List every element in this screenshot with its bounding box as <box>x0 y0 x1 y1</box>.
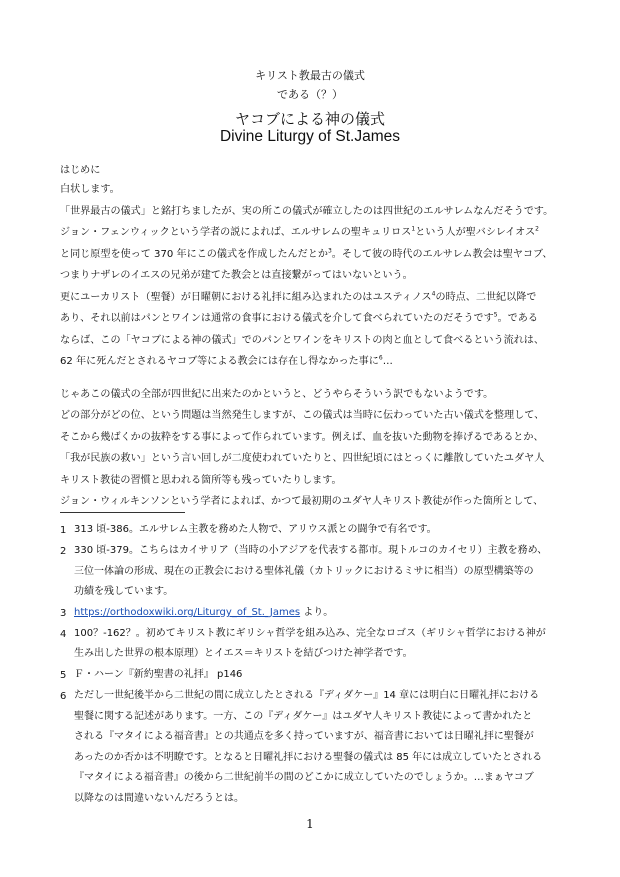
footnote-number: 6 <box>60 691 67 702</box>
body-text: と同じ原型を使って 370 年にこの儀式を作成したんだとか <box>60 249 328 260</box>
footnote-number: 4 <box>60 629 67 640</box>
kicker-line-1: キリスト教最古の儀式 <box>255 69 365 82</box>
footnote-number: 2 <box>60 546 67 557</box>
body-line <box>60 311 580 324</box>
body-text: … <box>382 356 393 367</box>
footnote-ref-1[interactable]: 1 <box>411 225 416 233</box>
footnote-text <box>74 608 333 618</box>
body-line: そこから幾ばくかの抜粋をする事によって作られています。例えば、血を抜いた動物を捧げるであるとか、 <box>60 432 544 443</box>
footnote-ref-5[interactable]: 5 <box>493 311 498 319</box>
body-text: の時点、二世紀以降で <box>435 292 537 303</box>
body-text: あり、それ以前はパンとワインは通常の食事における儀式を介して食べられていたのだそうです <box>60 313 494 324</box>
page-number: 1 <box>306 817 314 831</box>
body-line: つまりナザレのイエスの兄弟が建てた教会とは直接繋がってはいないという。 <box>60 270 413 281</box>
kicker-line-2: である（？） <box>277 88 343 101</box>
footnote-text: される『マタイによる福音書』との共通点を多く持っていますが、福音書においては日曜礼拝に聖餐が <box>74 731 534 742</box>
footnote-number: 5 <box>60 670 67 681</box>
body-text: 更にユーカリスト（聖餐）が日曜朝における礼拝に組み込まれたのはユスティノス <box>60 292 432 303</box>
footnote-divider <box>60 512 185 513</box>
footnote-text: 330 頃-379。こちらはカイサリア（当時の小アジアを代表する都市。現トルコのカイセリ）主教を務め、 <box>74 545 548 556</box>
body-line <box>60 225 580 238</box>
body-line <box>60 354 580 367</box>
body-text: 。である <box>497 313 538 324</box>
body-line: 「我が民族の救い」という言い回しが二度使われていたりと、四世紀頃にはとっくに離散していたユダヤ人 <box>60 453 545 464</box>
footnote-text: 『マタイによる福音書』の後から二世紀前半の間のどこかに成立していたのでしょうか。…まぁヤコブ <box>74 772 534 783</box>
footnote-number: 3 <box>60 608 67 619</box>
body-line: はじめに <box>60 165 101 176</box>
footnote-ref-3[interactable]: 3 <box>327 247 332 255</box>
body-line: ジョン・ウィルキンソンという学者によれば、かつて最初期のユダヤ人キリスト教徒が作った箇所として、 <box>60 496 544 507</box>
footnote-text: 以降なのは間違いないんだろうとは。 <box>74 793 244 804</box>
footnote-text: あったのか否かは不明瞭です。となると日曜礼拝における聖餐の儀式は 85 年には成立していたとされる <box>74 752 543 763</box>
footnote-number: 1 <box>60 525 67 536</box>
footnote-text: 功績を残しています。 <box>74 586 174 597</box>
body-line: 「世界最古の儀式」と銘打ちましたが、実の所この儀式が確立したのは四世紀のエルサレムなんだそうです。 <box>60 206 554 217</box>
title-english: Divine Liturgy of St.James <box>219 128 401 145</box>
footnote-tail: より。 <box>300 607 334 618</box>
body-line: じゃあこの儀式の全部が四世紀に出来たのかというと、どうやらそういう訳でもないようです。 <box>60 389 494 400</box>
footnote-text: 100？-162？。初めてキリスト教にギリシャ哲学を組み込み、完全なロゴス（ギリシャ哲学における神が <box>74 628 546 639</box>
body-text: 。そして彼の時代のエルサレム教会は聖ヤコブ、 <box>331 249 553 260</box>
footnote-ref-6[interactable]: 6 <box>378 354 383 362</box>
footnote-ref-2[interactable]: 2 <box>535 225 539 233</box>
footnote-text: 聖餐に関する記述があります。一方、この『ディダケー』はユダヤ人キリスト教徒によって書かれたと <box>74 711 533 722</box>
body-text: ジョン・フェンウィックという学者の説によれば、エルサレムの聖キュリロス <box>60 227 412 238</box>
liturgy-link[interactable]: https://orthodoxwiki.org/Liturgy_of_St._James <box>74 607 301 618</box>
body-line <box>60 290 580 303</box>
body-line: ならば、この「ヤコブによる神の儀式」でのパンとワインをキリストの肉と血として食べるという流れは、 <box>60 335 544 346</box>
body-line: どの部分がどの位、という問題は当然発生しますが、この儀式は当時に伝わっていた古い儀式を整理して、 <box>60 410 545 421</box>
body-line: 白状します。 <box>60 184 120 195</box>
body-line: キリスト教徒の習慣と思われる箇所等も残っていたりします。 <box>60 475 342 486</box>
footnote-text: 三位一体論の形成、現在の正教会における聖体礼儀（カトリックにおけるミサに相当）の原型構築等の <box>74 566 534 577</box>
body-line <box>60 247 580 260</box>
footnote-text: Ｆ・ハーン『新約聖書の礼拝』 p146 <box>74 669 243 680</box>
footnote-text: 313 頃-386。エルサレム主教を務めた人物で、アリウス派との闘争で有名です。 <box>74 524 437 535</box>
body-text: 62 年に死んだとされるヤコブ等による教会には存在し得なかった事に <box>60 356 379 367</box>
footnote-text: ただし一世紀後半から二世紀の間に成立したとされる『ディダケー』14 章には明白に日曜礼拝における <box>74 690 540 701</box>
footnote-text: 生み出した世界の根本原理）とイエス＝キリストを結びつけた神学者です。 <box>74 648 413 659</box>
body-text: という人が聖バシレイオス <box>415 227 536 238</box>
title-japanese: ヤコブによる神の儀式 <box>234 110 385 128</box>
footnote-ref-4[interactable]: 4 <box>431 290 436 298</box>
